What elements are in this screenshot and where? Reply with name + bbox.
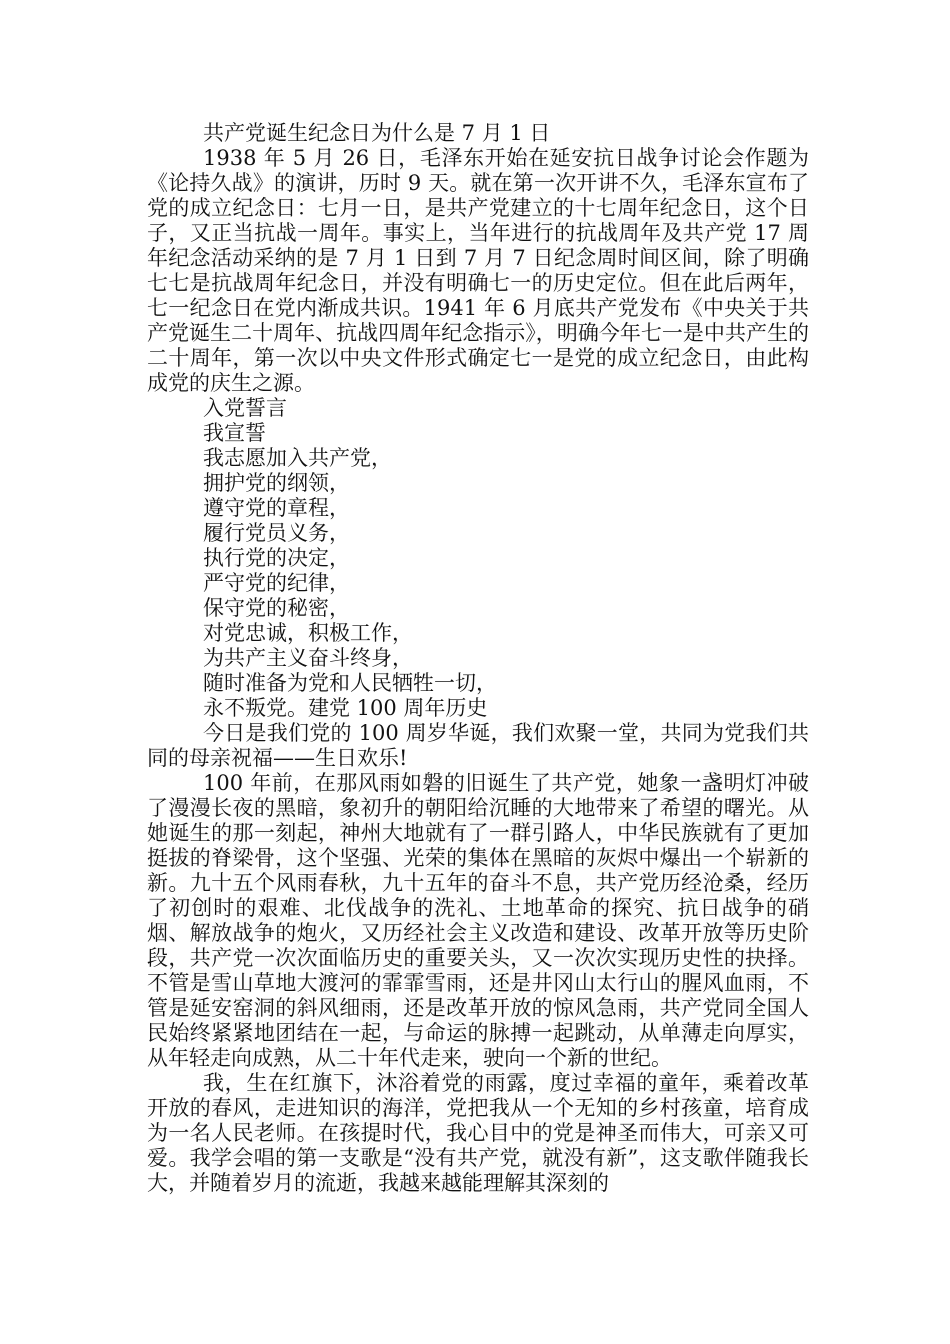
oath-line: 执行党的决定，: [203, 546, 350, 570]
oath-line: 遵守党的章程，: [203, 496, 350, 520]
oath-line: 永不叛党。建党 100 周年历史: [203, 696, 488, 720]
oath-list: [147, 421, 809, 721]
paragraph-century: 100 年前，在那风雨如磐的旧诞生了共产党，她象一盏明灯冲破了漫漫长夜的黑暗，象初升的朝阳给沉睡的大地带来了希望的曙光。从她诞生的那一刻起，神州大地就有了一群引路人，中华民族就有了更加挺拔的脊梁骨，这个坚强、光荣的集体在黑暗的灰烬中爆出一个崭新的新。九十五个风雨春秋，九十五年的奋斗不息，共产党历经沧桑，经历了初创时的艰难、北伐战争的洗礼、土地革命的探究、抗日战争的硝烟、解放战争的炮火，又历经社会主义改造和建设、改革开放等历史阶段，共产党一次次面临历史的重要关头，又一次次实现历史性的抉择。不管是雪山草地大渡河的霏霏雪雨，还是井冈山太行山的腥风血雨，不管是延安窑洞的斜风细雨，还是改革开放的惊风急雨，共产党同全国人民始终紧紧地团结在一起，与命运的脉搏一起跳动，从单薄走向厚实，从年轻走向成熟，从二十年代走来，驶向一个新的世纪。: [147, 771, 809, 1070]
paragraph-birthday: 今日是我们党的 100 周岁华诞，我们欢聚一堂，共同为党我们共同的母亲祝福——生日欢乐!: [147, 721, 809, 770]
oath-line: 我宣誓: [203, 421, 266, 445]
document-page: [147, 121, 809, 1196]
oath-line: 随时准备为党和人民牺牲一切，: [203, 671, 497, 695]
oath-line: 履行党员义务，: [203, 521, 350, 545]
oath-heading: 入党誓言: [203, 396, 287, 420]
oath-line: 为共产主义奋斗终身，: [203, 646, 413, 670]
paragraph-history: 1938 年 5 月 26 日，毛泽东开始在延安抗日战争讨论会作题为《论持久战》的演讲，历时 9 天。就在第一次开讲不久，毛泽东宣布了党的成立纪念日：七月一日，是共产党建立的十七周年纪念日，这个日子，又正当抗战一周年。事实上，当年进行的抗战周年及共产党 17 周年纪念活动采纳的是 7 月 1 日到 7 月 7 日纪念周时间区间，除了明确七七是抗战周年纪念日，并没有明确七一的历史定位。但在此后两年，七一纪念日在党内渐成共识。1941 年 6 月底共产党发布《中央关于共产党诞生二十周年、抗战四周年纪念指示》，明确今年七一是中共产生的二十周年，第一次以中央文件形式确定七一是党的成立纪念日，由此构成党的庆生之源。: [147, 146, 809, 395]
oath-line: 保守党的秘密，: [203, 596, 350, 620]
paragraph-personal: 我，生在红旗下，沐浴着党的雨露，度过幸福的童年，乘着改革开放的春风，走进知识的海洋，党把我从一个无知的乡村孩童，培育成为一名人民老师。在孩提时代，我心目中的党是神圣而伟大，可亲又可爱。我学会唱的第一支歌是“没有共产党，就没有新”，这支歌伴随我长大，并随着岁月的流逝，我越来越能理解其深刻的: [147, 1071, 809, 1195]
document-title: 共产党诞生纪念日为什么是 7 月 1 日: [203, 121, 551, 145]
oath-line: 我志愿加入共产党，: [203, 446, 392, 470]
oath-line: 严守党的纪律，: [203, 571, 350, 595]
oath-line: 拥护党的纲领，: [203, 471, 350, 495]
oath-line: 对党忠诚，积极工作，: [203, 621, 413, 645]
